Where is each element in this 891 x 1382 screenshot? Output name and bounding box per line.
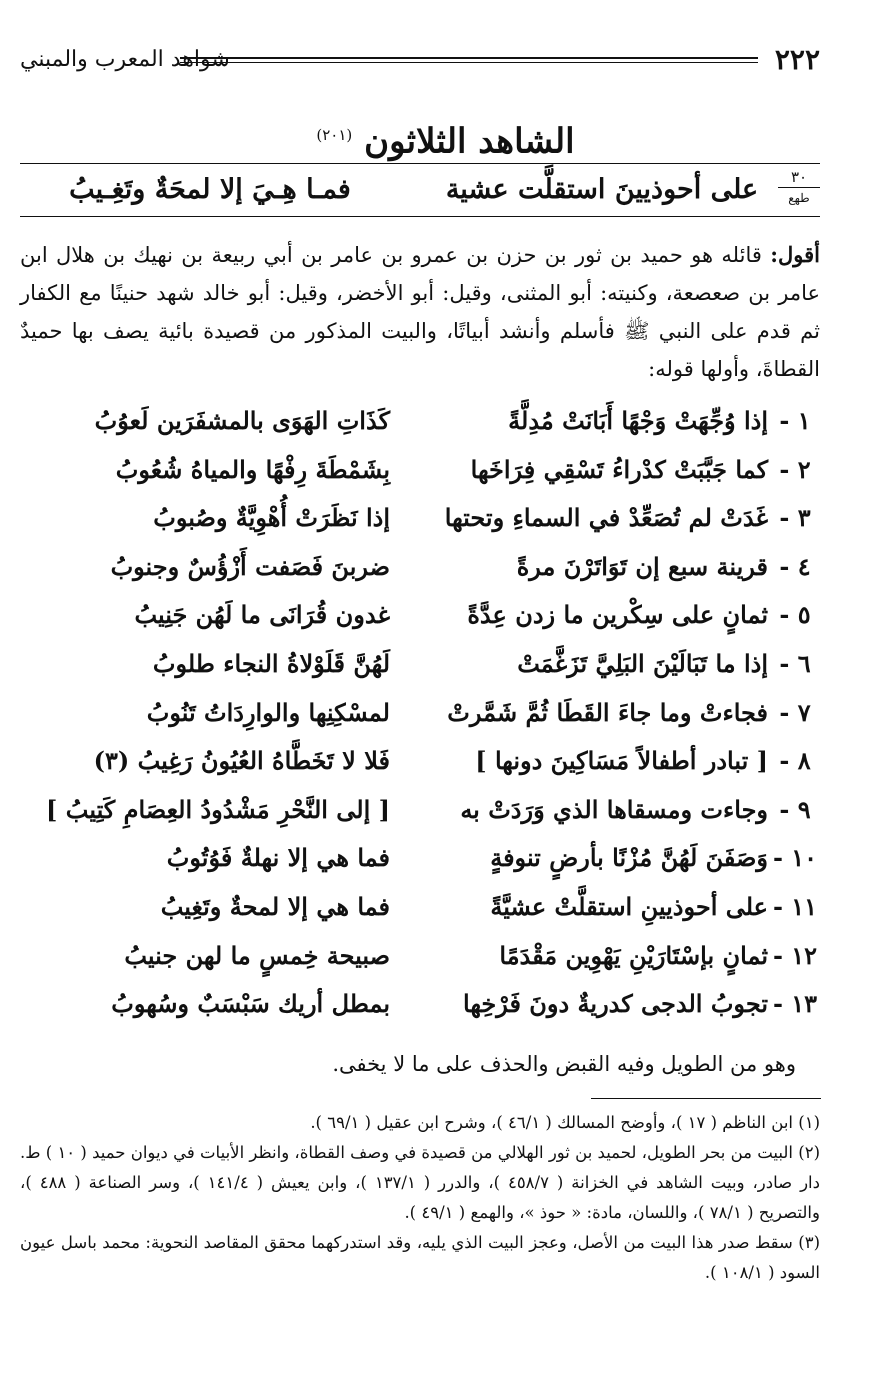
main-verse-second-hemistich: فمـا هِـيَ إلا لمحَةٌ وتَغِـيبُ [69, 174, 351, 205]
poem-second-hemistich: [ إلى النَّحْرِ مَشْدُودُ العِصَامِ كَتِيبُ ] [46, 794, 390, 824]
poem-line [20, 548, 820, 597]
poem-line [20, 791, 820, 840]
poem-first-hemistich: ثمانٍ بإسْتَارَيْنِ يَهْوِين مَقْدَمًا [499, 940, 768, 970]
poem-line [20, 499, 820, 548]
commentary-lead: أقول: [770, 242, 820, 267]
section-title-ref: (٢٠١) [316, 126, 353, 144]
poem-line [20, 645, 820, 694]
poem-line-number: ٨ - [779, 746, 811, 776]
poem-second-hemistich: فما هي إلا نهلةٌ فَوُتُوبُ [166, 843, 390, 873]
header-rule [180, 57, 758, 63]
poem-second-hemistich: فما هي إلا لمحةٌ وتَغِيبُ [160, 891, 390, 921]
running-title: شواهد المعرب والمبني [20, 47, 230, 72]
poem-second-hemistich: بمطل أريك سَبْسَبٌ وسُهوبُ [111, 989, 390, 1019]
poem-line-number: ٧ - [779, 697, 811, 727]
poem-second-hemistich: لمسْكِنِها والوارِدَاتُ تَنُوبُ [146, 697, 390, 727]
verse-ref-number: ٣٠ [790, 168, 808, 186]
poem-line-number: ٦ - [779, 648, 811, 678]
poem-line [20, 985, 820, 1034]
poem-line [20, 402, 820, 451]
meter-note: وهو من الطويل وفيه القبض والحذف على ما لا يخفى. [332, 1052, 796, 1076]
footnote-2: (٢) البيت من بحر الطويل، لحميد بن ثور الهلالي من قصيدة في وصف القطاة، وانظر الأبيات في ديوان حميد ( ١٠ ) ط. دار صادر، وبيت الشاهد في الخزانة ( ٤٥٨/٧ )، والدرر ( ١٣٧/١ )، وابن يعيش ( ١٤١/٤ )، وسر الصناعة ( ٤٨٨ )، والتصريح ( ٧٨/١ )، واللسان، مادة: « حوذ »، والهمع ( ٤٩/١ ). [20, 1143, 820, 1222]
poem-first-hemistich: وَصَفَنَ لَهُنَّ مُزْنًا بأرضٍ تنوفةٍ [490, 843, 768, 873]
poem-line-number: ٥ - [779, 600, 811, 630]
poem-line [20, 839, 820, 888]
poem-first-hemistich: غَدَتْ لم تُصَعِّدْ في السماءِ وتحتها [444, 503, 768, 533]
poem-first-hemistich: فجاءتْ وما جاءَ القَطَا ثُمَّ شَمَّرتْ [447, 697, 768, 727]
poem-second-hemistich: إذا نَظَرَتْ أُهْوِيَّةٌ وصُبوبُ [153, 503, 390, 533]
poem-line-number: ١ - [779, 406, 811, 435]
footnote-1: (١) ابن الناظم ( ١٧ )، وأوضح المسالك ( ٤٦/١ )، وشرح ابن عقيل ( ٦٩/١ ). [310, 1113, 820, 1132]
running-header [20, 40, 820, 80]
poem-first-hemistich: إذا وُجِّهَتْ وَجْهًا أَبَانَتْ مُدِلَّةً [508, 406, 768, 435]
poem-line [20, 888, 820, 937]
poem-second-hemistich: بِشَمْطَةَ رِفْهًا والمياهُ شُعُوبُ [115, 454, 390, 484]
poem-line-number: ١١ - [772, 891, 818, 921]
poem-line [20, 742, 820, 791]
poem-first-hemistich: قرينة سبع إن تَوَاتَرْنَ مرةً [516, 551, 768, 581]
poem-line-number: ١٢ - [772, 940, 818, 970]
footnotes [20, 1108, 820, 1288]
poem-second-hemistich: فَلا لا تَخَطَّاهُ العُيُونُ رَغِيبُ (٣) [93, 746, 390, 776]
poem-line [20, 937, 820, 986]
poem-second-hemistich: ضربنَ فَصَفت أَزْؤُسٌ وجنوبُ [110, 551, 390, 581]
footnote-separator [591, 1098, 821, 1099]
poem-line-number: ١٠ - [772, 843, 818, 873]
main-verse-first-hemistich: على أحوذيينَ استقلَّت عشية [445, 174, 759, 205]
verse-ref-code: طهع [778, 187, 820, 208]
poem-line-number: ٤ - [779, 551, 811, 581]
poem [20, 402, 820, 1034]
section-title [0, 110, 891, 166]
section-title-text: الشاهد الثلاثون [364, 121, 575, 162]
main-verse-box [20, 163, 820, 217]
footnote-3: (٣) سقط صدر هذا البيت من الأصل، وعجز البيت الذي يليه، وقد استدركهما محقق المقاصد النحوية: محمد باسل عيون السود ( ١٠٨/١ ). [20, 1233, 820, 1282]
page-number: ٢٢٢ [774, 43, 820, 76]
poem-line [20, 596, 820, 645]
verse-reference [778, 167, 820, 208]
poem-line [20, 451, 820, 500]
poem-second-hemistich: لَهُنَّ قَلَوْلاةُ النجاء طلوبُ [152, 648, 390, 678]
poem-first-hemistich: ثمانٍ على سِكْرين ما زدن عِدَّةً [467, 600, 768, 630]
poem-first-hemistich: [ تبادر أطفالاً مَسَاكِينَ دونها ] [475, 746, 768, 776]
poem-first-hemistich: كما جَبَّبَتْ كدْراءُ تَسْقِي فِرَاخَها [470, 454, 768, 484]
commentary-text: قائله هو حميد بن ثور بن حزن بن عمرو بن عامر بن أبي ربيعة بن نهيك بن هلال ابن عامر بن صعصعة، وكنيته: أبو المثنى، وقيل: أبو الأخضر، وقيل: أبو خالد شهد حنينًا مع الكفار ثم قدم على النبي ﷺ فأسلم وأنشد أبياتًا، والبيت المذكور من قصيدة بائية يصف بها حميدٌ القطاةَ، وأولها قوله: [20, 243, 820, 381]
poem-first-hemistich: تجوبُ الدجى كدريةٌ دونَ فَرْخِها [463, 989, 768, 1019]
poem-second-hemistich: كَذَاتِ الهَوَى بالمشفَرَين لَعوُبُ [94, 406, 390, 435]
poem-second-hemistich: صبيحة خِمسٍ ما لهن جنيبُ [124, 940, 390, 970]
poem-line-number: ٣ - [779, 503, 811, 533]
poem-line-number: ٩ - [779, 794, 811, 824]
commentary-paragraph [20, 236, 820, 388]
poem-line [20, 694, 820, 743]
poem-first-hemistich: وجاءت ومسقاها الذي وَرَدَتْ به [460, 794, 768, 824]
poem-line-number: ٢ - [779, 454, 811, 484]
poem-second-hemistich: غدون قُرَانَى ما لَهُن جَنِيبُ [134, 600, 390, 630]
poem-first-hemistich: إذا ما تَبَالَيْنَ البَلِيَّ تَزَغَّمَتْ [517, 648, 768, 678]
poem-first-hemistich: على أحوذيينِ استقلَّتْ عشيَّةً [490, 891, 768, 921]
poem-line-number: ١٣ - [772, 989, 818, 1019]
